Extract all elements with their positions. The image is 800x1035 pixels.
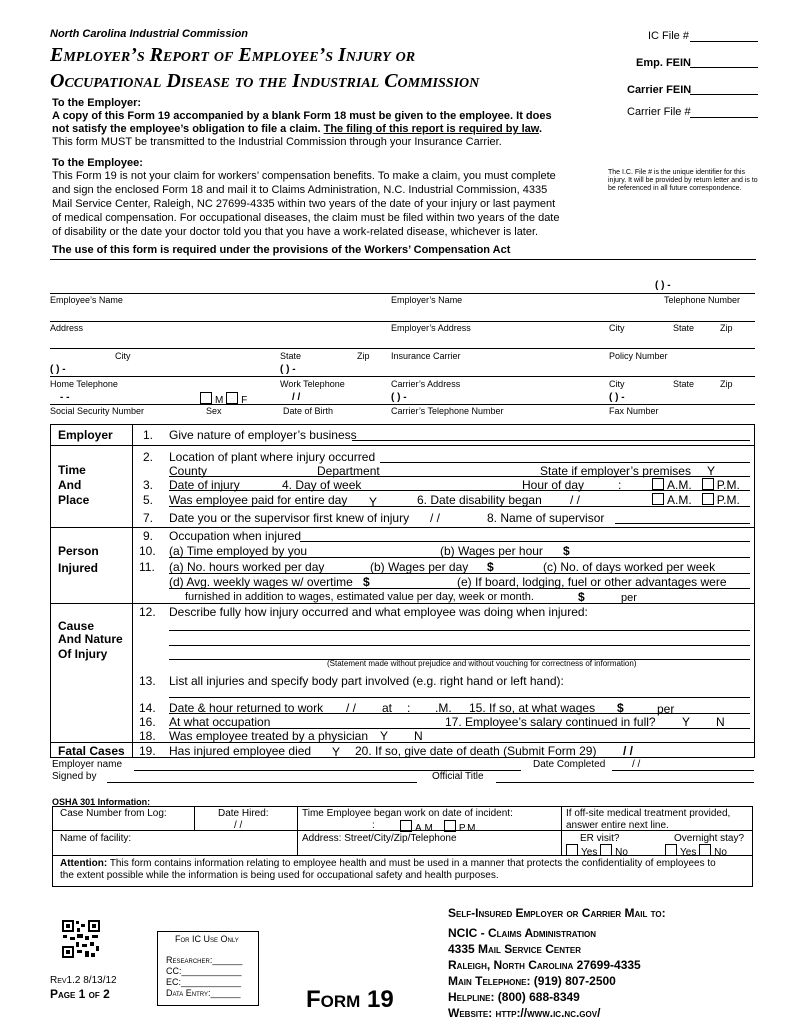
return-date-format: / / xyxy=(346,701,357,715)
weekly-dollar: $ xyxy=(363,575,370,589)
disability-date-format: / / xyxy=(570,493,581,507)
am-checkbox[interactable] xyxy=(652,493,664,505)
city-label: City xyxy=(115,351,131,361)
address-label: Address xyxy=(50,323,84,333)
item-12-number: 12. xyxy=(139,605,156,619)
item-19-number: 19. xyxy=(139,744,156,758)
cc-field[interactable]: CC:____________ xyxy=(166,966,242,976)
overnight-no-checkbox[interactable] xyxy=(699,844,711,856)
state-premises-label: State if employer’s premises xyxy=(540,464,691,478)
first-knew-label: Date you or the supervisor first knew of injury xyxy=(169,511,410,525)
row-divider xyxy=(50,742,755,743)
time-began-colon: : xyxy=(372,820,375,831)
death-date-format: / / xyxy=(623,744,634,758)
date-hired-format: / / xyxy=(234,820,243,831)
item-13-number: 13. xyxy=(139,674,156,688)
what-occupation-label: At what occupation xyxy=(169,715,271,729)
fax-number-label: Fax Number xyxy=(609,406,659,416)
item-1-number: 1. xyxy=(143,428,154,442)
required-by-law: The filing of this report is required by law xyxy=(323,123,539,135)
first-knew-date-format: / / xyxy=(430,511,441,525)
section-and-nature: And Nature xyxy=(58,632,123,646)
return-meridiem: .M. xyxy=(435,701,452,715)
city-label: City xyxy=(609,379,625,389)
mail-line-3: Raleigh, North Carolina 27699-4335 xyxy=(448,958,641,972)
employee-heading: To the Employee: xyxy=(52,157,143,169)
time-employed-field[interactable] xyxy=(169,557,750,558)
home-phone-format: ( ) - xyxy=(50,364,66,375)
am-label: A.M. xyxy=(667,478,692,492)
form-number: Form 19 xyxy=(306,986,394,1013)
mail-heading: Self-Insured Employer or Carrier Mail to: xyxy=(448,906,666,920)
occupation-field[interactable] xyxy=(300,541,750,542)
official-title-label: Official Title xyxy=(432,771,484,782)
employer-business-field[interactable] xyxy=(352,440,750,441)
item-10-number: 10. xyxy=(139,544,156,558)
osha-col-divider xyxy=(297,806,298,855)
ic-file-field[interactable] xyxy=(690,41,758,42)
er-visit-options[interactable] xyxy=(566,844,628,858)
pm-checkbox[interactable] xyxy=(702,493,714,505)
what-wages-label: 15. If so, at what wages xyxy=(469,701,596,715)
date-completed-label: Date Completed xyxy=(533,759,606,770)
employer-instruction-1: A copy of this Form 19 accompanied by a blank Form 18 must be given to the employee. It does xyxy=(52,110,552,122)
employer-instruction-2a: not satisfy the employee’s obligation to file a claim. xyxy=(52,123,321,135)
am-checkbox[interactable] xyxy=(400,820,412,832)
wages-day-dollar: $ xyxy=(487,560,494,574)
date-of-death-label: 20. If so, give date of death (Submit Form 29) xyxy=(355,744,597,758)
employer-instruction-2: not satisfy the employee’s obligation to file a claim. The filing of this report is required by law. xyxy=(52,123,543,135)
employer-instruction-3: This form MUST be transmitted to the Industrial Commission through your Insurance Carrier. xyxy=(52,136,502,148)
describe-injury-label: Describe fully how injury occurred and what employee was doing when injured: xyxy=(169,605,588,619)
mail-line-5: Helpline: (800) 688-8349 xyxy=(448,990,580,1004)
furnished-label: furnished in addition to wages, estimated value per day, week or month. xyxy=(185,591,534,603)
wages-dollar: $ xyxy=(617,701,624,715)
f-label: F xyxy=(241,395,248,406)
wages-per-hour-label: (b) Wages per hour xyxy=(440,544,543,558)
attention-label: Attention: xyxy=(60,858,108,869)
employee-instruction-4: of medical compensation. For occupational diseases, the claim must be filed within two years of the date xyxy=(52,212,560,224)
carrier-file-field[interactable] xyxy=(690,117,758,118)
item-3-number: 3. xyxy=(143,478,154,492)
revision-label: Rev1.2 8/13/12 xyxy=(50,975,117,986)
telephone-format: ( ) - xyxy=(655,280,671,291)
emp-fein-field[interactable] xyxy=(690,67,758,68)
zip-label: Zip xyxy=(720,323,733,333)
zip-label: Zip xyxy=(357,351,370,361)
dob-format: / / xyxy=(292,392,301,403)
county-field[interactable] xyxy=(169,476,750,477)
item-2-number: 2. xyxy=(143,450,154,464)
physician-label: Was employee treated by a physician xyxy=(169,729,368,743)
employee-instruction-5: of disability or the date your doctor told you that you have a work-related disease, whichever is later. xyxy=(52,226,539,238)
er-no-checkbox[interactable] xyxy=(600,844,612,856)
paid-field[interactable] xyxy=(169,506,750,507)
carrier-telephone-label: Carrier’s Telephone Number xyxy=(391,406,504,416)
at-label: at xyxy=(382,701,393,715)
ic-use-only-label: For IC Use Only xyxy=(175,934,239,944)
date-hired-label: Date Hired: xyxy=(218,808,269,819)
ssn-line[interactable] xyxy=(50,404,755,405)
physician-yes[interactable]: Y xyxy=(380,729,389,743)
pm-label: P.M. xyxy=(716,478,740,492)
time-began-ampm[interactable] xyxy=(400,820,478,834)
city-label: City xyxy=(609,323,625,333)
employee-died-label: Has injured employee died xyxy=(169,744,312,758)
home-telephone-label: Home Telephone xyxy=(50,379,118,389)
state-label: State xyxy=(673,379,695,389)
table-divider xyxy=(132,424,133,758)
carrier-fein-label: Carrier FEIN xyxy=(627,84,692,96)
employee-instruction-1: This Form 19 is not your claim for workers’ compensation benefits. To make a claim, you must complete xyxy=(52,170,556,182)
salary-yes[interactable]: Y xyxy=(682,715,691,729)
wages-hour-dollar: $ xyxy=(563,544,570,558)
employee-instruction-3: Mail Service Center, Raleigh, NC 27699-4335 within two years of the date of your injury or last payment xyxy=(52,198,556,210)
section-cause: Cause xyxy=(58,619,95,633)
section-fatal-cases: Fatal Cases xyxy=(58,744,125,758)
carrier-phone-format: ( ) - xyxy=(391,392,407,403)
date-completed-format: / / xyxy=(632,759,641,770)
insurance-carrier-label: Insurance Carrier xyxy=(391,351,461,361)
dob-label: Date of Birth xyxy=(283,406,334,416)
osha-col-divider xyxy=(194,806,195,830)
salary-continued-label: 17. Employee’s salary continued in full? xyxy=(445,715,656,729)
yes-label: Yes xyxy=(581,847,598,858)
hour-colon: : xyxy=(618,478,622,492)
department-label: Department xyxy=(317,464,380,478)
board-lodging-label: (e) If board, lodging, fuel or other advantages were xyxy=(457,575,727,589)
attention-line-2: the extent possible while the information is being used for occupational safety and health purposes. xyxy=(60,870,499,881)
employer-name-label: Employer’s Name xyxy=(391,295,463,305)
page-number: Page 1 of 2 xyxy=(50,987,110,1001)
section-and: And xyxy=(58,478,82,492)
disability-began-label: 6. Date disability began xyxy=(417,493,542,507)
employer-heading: To the Employer: xyxy=(52,97,142,109)
fax-format: ( ) - xyxy=(609,392,625,403)
sex-label: Sex xyxy=(206,406,222,416)
carrier-file-label: Carrier File # xyxy=(627,106,691,118)
date-of-injury-label: Date of injury xyxy=(169,478,240,492)
female-checkbox[interactable] xyxy=(226,392,238,404)
county-label: County xyxy=(169,464,208,478)
work-telephone-label: Work Telephone xyxy=(280,379,345,389)
ic-file-label: IC File # xyxy=(648,30,689,42)
paid-yes[interactable]: Y xyxy=(369,495,378,509)
section-time: Time xyxy=(58,463,86,477)
am-label: A.M. xyxy=(415,823,436,834)
signed-by-field[interactable] xyxy=(107,782,417,783)
item-7-number: 7. xyxy=(143,511,154,525)
item-2-label: Location of plant where injury occurred xyxy=(169,450,376,464)
days-per-week-label: (c) No. of days worked per week xyxy=(543,560,716,574)
disability-ampm[interactable] xyxy=(652,493,740,507)
m-label: M xyxy=(215,395,224,406)
emp-fein-label: Emp. FEIN xyxy=(636,57,692,69)
attention-text-1: This form contains information relating to employee health and must be used in a manner that protects the confidentiality of employees to xyxy=(109,858,716,869)
hour-of-day-label: Hour of day xyxy=(522,478,585,492)
item-5-number: 5. xyxy=(143,493,154,507)
hours-field[interactable] xyxy=(169,573,750,574)
item-1-label: Give nature of employer’s business xyxy=(169,428,357,442)
return-colon: : xyxy=(407,701,411,715)
item-14-number: 14. xyxy=(139,701,156,715)
overnight-label: Overnight stay? xyxy=(674,833,745,844)
pm-label: P.M. xyxy=(716,493,740,507)
time-began-label: Time Employee began work on date of incident: xyxy=(302,808,513,819)
supervisor-label: 8. Name of supervisor xyxy=(487,511,605,525)
osha-heading: OSHA 301 Information: xyxy=(52,797,151,807)
paid-entire-day-label: Was employee paid for entire day xyxy=(169,493,348,507)
employee-name-label: Employee’s Name xyxy=(50,295,123,305)
injuries-line[interactable] xyxy=(169,697,750,698)
furnished-per: per xyxy=(621,592,637,604)
ic-file-note: The I.C. File # is the unique identifier for this injury. It will be provided by return letter and is to be referenced in all future correspondence. xyxy=(608,169,758,192)
no-label: No xyxy=(714,847,727,858)
pm-checkbox[interactable] xyxy=(702,478,714,490)
premises-yes[interactable]: Y xyxy=(707,464,716,478)
hours-per-day-label: (a) No. hours worked per day xyxy=(169,560,325,574)
am-label: A.M. xyxy=(667,493,692,507)
facility-label: Name of facility: xyxy=(60,833,132,844)
item-16-number: 16. xyxy=(139,715,156,729)
city-line[interactable] xyxy=(50,348,755,349)
mail-line-2: 4335 Mail Service Center xyxy=(448,942,582,956)
work-phone-format: ( ) - xyxy=(280,364,296,375)
yes-label: Yes xyxy=(680,847,697,858)
form-title-line2: Occupational Disease to the Industrial Commission xyxy=(50,70,480,92)
row-divider xyxy=(50,527,755,528)
agency-name: North Carolina Industrial Commission xyxy=(50,28,249,40)
employer-address-label: Employer’s Address xyxy=(391,323,471,333)
ssn-label: Social Security Number xyxy=(50,406,145,416)
list-injuries-label: List all injuries and specify body part involved (e.g. right hand or left hand): xyxy=(169,674,564,688)
employee-instruction-2: and sign the enclosed Form 18 and mail it to Claims Administration, N.C. Industrial Commission, 4335 xyxy=(52,184,548,196)
zip-label: Zip xyxy=(720,379,733,389)
section-employer: Employer xyxy=(58,428,113,442)
form-title-line1: Employer’s Report of Employee’s Injury or xyxy=(50,44,416,66)
divider xyxy=(50,259,756,260)
am-checkbox[interactable] xyxy=(652,478,664,490)
died-yes[interactable]: Y xyxy=(332,745,341,759)
date-completed-field[interactable] xyxy=(612,770,754,771)
item-11-number: 11. xyxy=(139,560,155,574)
supervisor-field[interactable] xyxy=(615,523,750,524)
overnight-yes-checkbox[interactable] xyxy=(665,844,677,856)
mail-line-4: Main Telephone: (919) 807-2500 xyxy=(448,974,616,988)
data-entry-field[interactable]: Data Entry:______ xyxy=(166,988,241,998)
statement-note: (Statement made without prejudice and without vouching for correctness of information) xyxy=(327,659,637,668)
row-divider xyxy=(50,603,755,604)
state-label: State xyxy=(673,323,695,333)
signed-by-label: Signed by xyxy=(52,771,97,782)
salary-no[interactable]: N xyxy=(716,715,725,729)
ssn-format: - - xyxy=(60,392,70,403)
physician-no[interactable]: N xyxy=(414,729,423,743)
avg-weekly-wages-label: (d) Avg. weekly wages w/ overtime xyxy=(169,575,353,589)
carrier-address-label: Carrier’s Address xyxy=(391,379,461,389)
section-injured: Injured xyxy=(58,561,99,575)
wages-per-day-label: (b) Wages per day xyxy=(370,560,469,574)
telephone-number-label: Telephone Number xyxy=(664,295,741,305)
return-field[interactable] xyxy=(169,713,750,714)
date-of-injury-field[interactable] xyxy=(169,490,750,491)
returned-to-work-label: Date & hour returned to work xyxy=(169,701,324,715)
section-person: Person xyxy=(58,544,99,558)
offsite-label-2: answer entire next line. xyxy=(566,820,669,831)
section-of-injury: Of Injury xyxy=(58,647,108,661)
row-divider xyxy=(50,445,755,446)
weekly-field[interactable] xyxy=(169,588,750,589)
overnight-options[interactable] xyxy=(665,844,727,858)
er-yes-checkbox[interactable] xyxy=(566,844,578,856)
time-employed-label: (a) Time employed by you xyxy=(169,544,308,558)
section-place: Place xyxy=(58,493,90,507)
policy-number-label: Policy Number xyxy=(609,351,668,361)
offsite-label-1: If off-site medical treatment provided, xyxy=(566,808,731,819)
mail-line-1: NCIC - Claims Administration xyxy=(448,926,597,940)
occupation-label: Occupation when injured xyxy=(169,529,302,543)
plant-location-field[interactable] xyxy=(380,462,750,463)
case-number-label: Case Number from Log: xyxy=(60,808,167,819)
day-of-week-label: 4. Day of week xyxy=(282,478,362,492)
required-notice: The use of this form is required under the provisions of the Workers’ Compensation Act xyxy=(52,244,511,256)
describe-line[interactable] xyxy=(169,645,750,646)
item-18-number: 18. xyxy=(139,729,156,743)
osha-col-divider xyxy=(561,806,562,855)
no-label: No xyxy=(615,847,628,858)
telephone-line[interactable] xyxy=(50,376,755,377)
describe-line[interactable] xyxy=(169,630,750,631)
furnished-dollar: $ xyxy=(578,590,585,604)
state-label: State xyxy=(280,351,302,361)
name-line[interactable] xyxy=(50,293,755,294)
item-9-number: 9. xyxy=(143,529,154,543)
researcher-field[interactable]: Researcher:______ xyxy=(166,955,243,965)
pm-checkbox[interactable] xyxy=(444,820,456,832)
carrier-fein-field[interactable] xyxy=(690,94,758,95)
wages-per: per xyxy=(657,702,675,716)
official-title-field[interactable] xyxy=(496,782,754,783)
male-checkbox[interactable] xyxy=(200,392,212,404)
employer-name-sig-label: Employer name xyxy=(52,759,123,770)
address-line[interactable] xyxy=(50,321,755,322)
pm-label: P.M. xyxy=(458,823,479,834)
website-link[interactable]: Website: http://www.ic.nc.gov/ xyxy=(448,1006,601,1020)
qr-code-icon xyxy=(61,919,101,959)
ec-field[interactable]: EC:____________ xyxy=(166,977,242,987)
attention-line-1 xyxy=(60,858,716,869)
facility-address-label: Address: Street/City/Zip/Telephone xyxy=(302,833,457,844)
osha-row-divider xyxy=(52,855,753,856)
er-visit-label: ER visit? xyxy=(580,833,620,844)
